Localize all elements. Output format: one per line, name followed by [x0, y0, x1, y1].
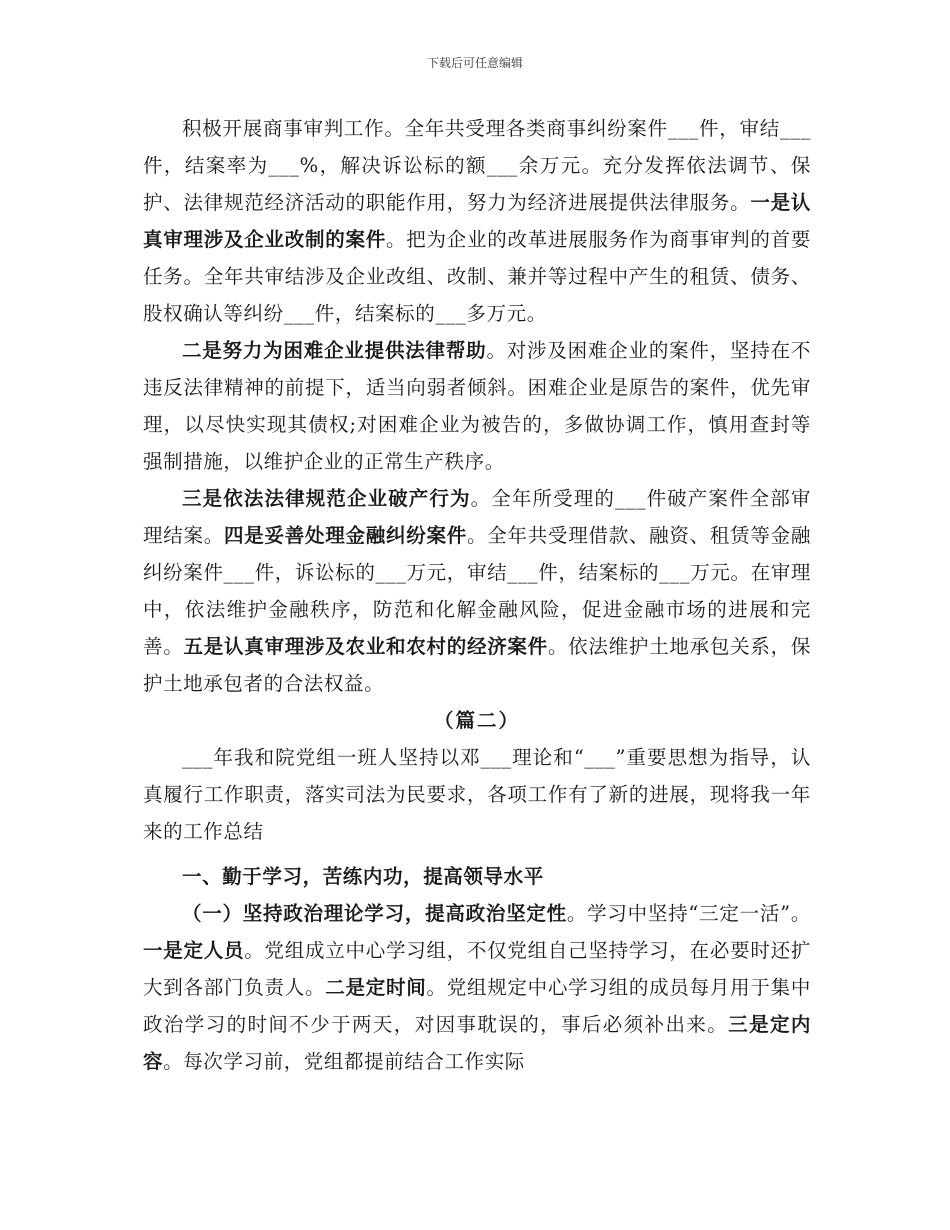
paragraph-legal-help: [143, 332, 811, 480]
text-run: 。党组规定中心学习组的成员每月用于集中政治学习的时间不少于两天，对因事耽误的，事后必须补出来。: [143, 976, 811, 1036]
text-run: 。学习中坚持“三定一活”。: [566, 902, 811, 925]
paragraph-bankruptcy-finance: [143, 480, 811, 702]
bold-point: 二是定时间: [325, 976, 427, 999]
bold-point: 二是努力为困难企业提供法律帮助: [182, 339, 487, 362]
bold-point: （一）坚持政治理论学习，提高政治坚定性: [182, 902, 567, 925]
paragraph-intro: [143, 739, 811, 850]
paragraph-political-study: [143, 895, 811, 1080]
bold-point: 一是定人员: [143, 939, 245, 962]
text-run: 。党组成立中心学习组，不仅党组自己坚持学习，在必要时还扩大到各部门负责人。: [143, 939, 811, 999]
text-run: 。全年所受理的___件破产案件全部审理结案。: [143, 487, 811, 547]
text-run: 。把为企业的改革进展服务作为商事审判的首要任务。全年共审结涉及企业改组、改制、兼并等过程中产生的租赁、债务、股权确认等纠纷___件，结案标的___多万元。: [143, 228, 811, 325]
text-run: 。对涉及困难企业的案件，坚持在不违反法律精神的前提下，适当向弱者倾斜。困难企业是原告的案件，优先审理，以尽快实现其债权;对困难企业为被告的，多做协调工作，慎用查封等强制措施，以维护企业的正常生产秩序。: [143, 339, 811, 473]
bold-point: 三是依法法律规范企业破产行为: [182, 487, 471, 510]
bold-point: 五是认真审理涉及农业和农村的经济案件: [183, 635, 548, 658]
bold-point: 三是定内容: [143, 1013, 811, 1073]
text-run: 积极开展商事审判工作。全年共受理各类商事纠纷案件___件，审结___件，结案率为___%，解决诉讼标的额___余万元。充分发挥依法调节、保护、法律规范经济活动的职能作用，努力为经济进展提供法律服务。: [143, 117, 811, 214]
document-body: [143, 110, 811, 1080]
text-run: ___年我和院党组一班人坚持以邓___理论和“___”重要思想为指导，认真履行工作职责，落实司法为民要求，各项工作有了新的进展，现将我一年来的工作总结: [143, 746, 811, 843]
section-title: （篇二）: [433, 709, 520, 732]
text-run: 。每次学习前，党组都提前结合工作实际: [163, 1050, 525, 1073]
section-heading: 一、勤于学习，苦练内功，提高领导水平: [182, 865, 544, 888]
bold-point: 一是认真审理涉及企业改制的案件: [143, 191, 811, 251]
page-header: 下载后可任意编辑: [426, 56, 523, 70]
text-run: 。依法维护土地承包关系，保护土地承包者的合法权益。: [143, 635, 811, 695]
bold-point: 四是妥善处理金融纠纷案件: [224, 524, 467, 547]
text-run: 。全年共受理借款、融资、租赁等金融纠纷案件___件，诉讼标的___万元，审结___件，结案标的___万元。在审理中，依法维护金融秩序，防范和化解金融风险，促进金融市场的进展和完善。: [143, 524, 812, 658]
paragraph-commercial-trials: [143, 110, 811, 332]
